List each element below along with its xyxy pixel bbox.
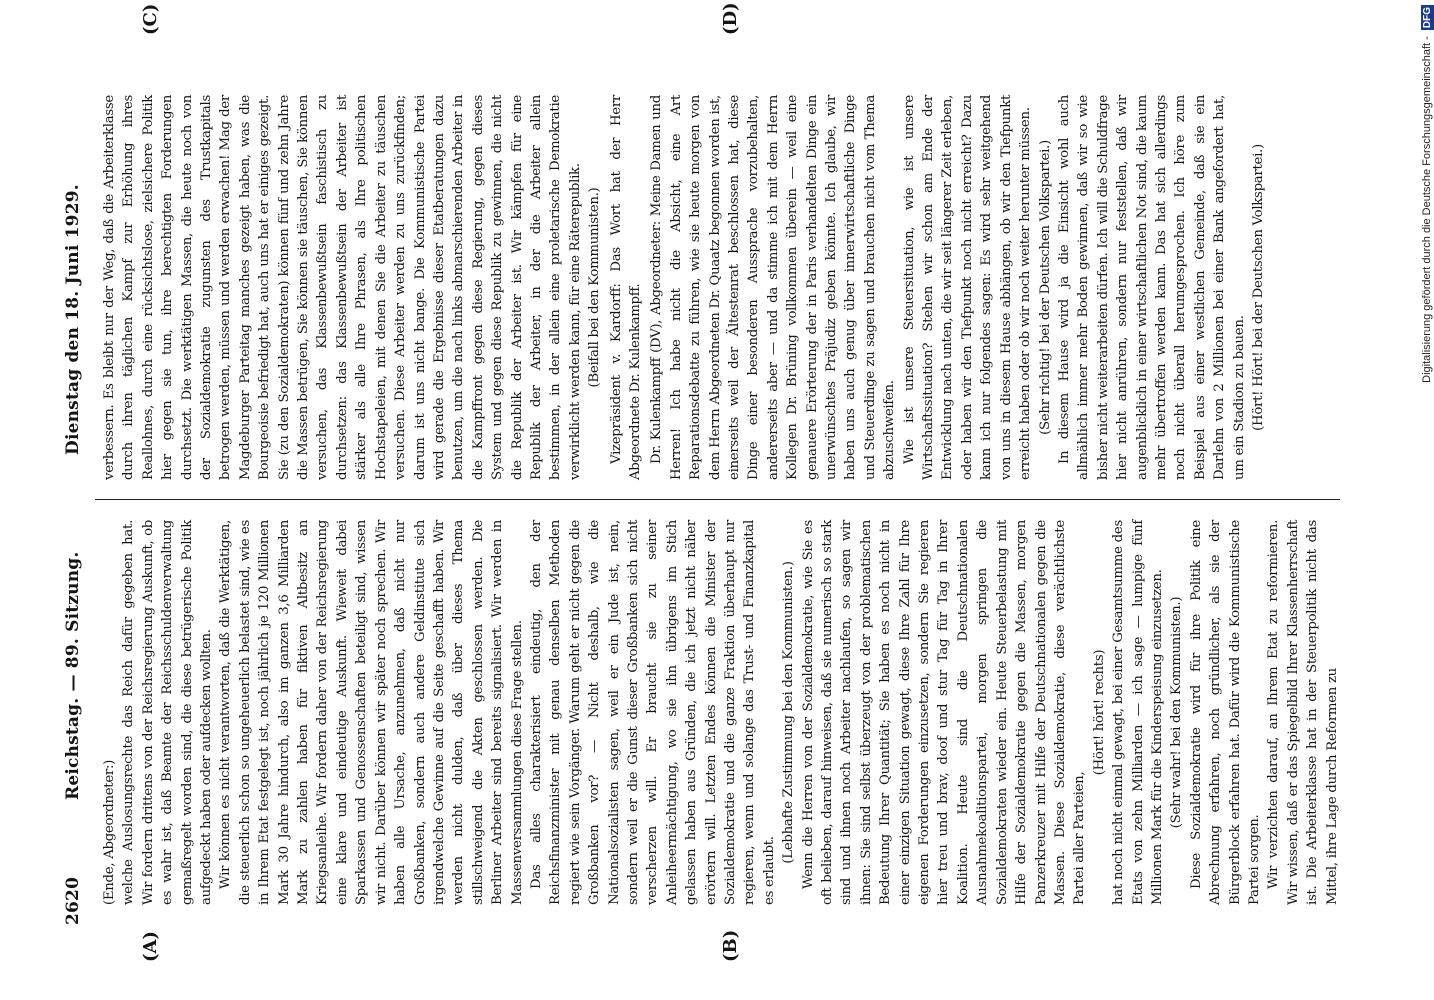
paragraph: welche Auslosungsrechte das Reich dafür gegeben hat. Wir fordern drittens von der Reichsregierung Auskunft, ob es wahr ist, daß Beamte der Reichsschuldenverwaltung gemaßregelt worden sind, die diese betrügerische Politik aufgedeckt haben oder aufdecken wollten. (121, 520, 215, 905)
left-column (100, 520, 1340, 905)
interjection: (Hört! hört! rechts) (1091, 649, 1107, 776)
column-divider (95, 499, 1340, 500)
paragraph: Diese Sozialdemokratie wird für ihre Politik eine Abrechnung erfahren, noch gründlicher, als sie der Bürgerblock erfahren hat. Dafür wird die Kommunistische Partei sorgen. (1188, 520, 1262, 905)
paragraph: In diesem Hause wird ja die Einsicht wohl auch allmählich immer mehr Boden gewinnen, daß wir so wie bisher nicht weiterarbeiten dürfen. Ich will die Schuldfrage hier nicht anrühren, sondern nur feststellen, daß wir augenblicklich in einer wirtschaftlichen Not sind, die kaum mehr übertroffen werden kann. Das hat sich allerdings noch nicht überall herumgesprochen. Ich höre zum Beispiel aus einer westlichen Gemeinde, daß sie ein Darlehn von 2 Millionen bei einer Bank angefordert hat, um ein Stadion zu bauen. (1056, 95, 1247, 480)
paragraph: verbessern. Es bleibt nur der Weg, daß die Arbeiterklasse durch ihren täglichen Kampf zur Erhöhung ihres Reallohnes, durch eine rücksichtslose, zielsichere Politik hier gegen sie tun, ihre berechtigten Forderungen durchsetzt. Die werktätigen Massen, die heute noch von der Sozialdemokratie zugunsten des Trustkapitals betrogen werden, müssen und werden erwachen! Mag der Magdeburger Parteitag manches gezeigt haben, was die Bourgeoisie befriedigt hat, auch uns hat er einiges gezeigt. Sie (zu den Sozialdemokraten) können fünf und zehn Jahre die Massen betrügen, Sie können sie täuschen, Sie können versuchen, das Klassenbewußtsein faschistisch zu durchsetzen: das Klassenbewußtsein der Arbeiter ist stärker als alle Ihre Phrasen, als Ihre politischen Hochstapeleien, mit denen Sie die Arbeiter zu täuschen versuchen. Diese Arbeiter werden zu uns zurückfinden; darum ist uns nicht bange. Die Kommunistische Partei wird gerade die Ergebnisse dieser Etatberatungen dazu benutzen, um die nach links abmarschierenden Arbeiter in die Kampffront gegen diese Regierung, gegen dieses System und gegen diese Republik zu gewinnen, die nicht die Republik der Arbeiter ist. Wir kämpfen für eine Republik der Arbeiter, in der die Arbeiter allein bestimmen, in der allein eine proletarische Demokratie verwirklicht werden kann, für eine Räterepublik. (102, 95, 583, 480)
header-date: Dienstag den 18. Juni 1929. (63, 184, 83, 455)
credit-text: Digitalisierung gefördert durch die Deutsche Forschungsgemeinschaft - (1421, 36, 1433, 383)
paragraph: Wenn die Herren von der Sozialdemokratie, wie Sie es oft belieben, darauf hinweisen, daß sie numerisch so stark sind und ihnen noch Arbeiter nachlaufen, so sagen wir ihnen: Sie sind selbst überzeugt von der problematischen Bedeutung Ihrer Quantität; Sie haben es noch nicht in einer einzigen Situation gewagt, diese Ihre Zahl für Ihre eigenen Forderungen einzusetzen, sondern Sie regieren hier treu und brav, doof und stur Tag für Tag in Ihrer Koalition. Heute sind die Deutschnationalen Ausnahmekoalitionspartei, morgen springen die Sozialdemokraten wieder ein. Heute Steuerbelastung mit Hilfe der Sozialdemokratie gegen die Massen, morgen Panzerkreuzer mit Hilfe der Deutschnationalen gegen die Massen. Diese Sozialdemokratie, diese verächtlichste Partei aller Parteien, (800, 520, 1088, 905)
right-column (100, 95, 1340, 480)
speaker-paragraph: Vizepräsident v. Kardorff: Das Wort hat der Herr Abgeordnete Dr. Kulenkampff. (608, 95, 643, 480)
margin-marker-b: (B) (720, 929, 741, 962)
page-header (55, 0, 95, 1000)
speaker-paragraph: Dr. Kulenkampff (DV), Abgeordneter: Meine Damen und Herren! Ich habe nicht die Absicht, eine Art Reparationsdebatte zu führen, wie sie heute morgen von dem Herrn Abgeordneten Dr. Quaatz begonnen worden ist, einerseits weil der Ältestenrat beschlossen hat, diese Dinge einer besonderen Aussprache vorzubehalten, andererseits aber — und da stimme ich mit dem Herrn Kollegen Dr. Brüning vollkommen überein — weil eine genauere Erörterung der in Paris verhandelten Dinge ein unerwünschtes Präjudiz geben könnte. Ich glaube, wir haben uns auch genug über innerwirtschaftliche Dinge und Steuerdinge zu sagen und brauchen nicht vom Thema abzuschweifen. (649, 95, 898, 480)
dfg-logo: DFG (1422, 7, 1433, 29)
speaker-continuation: (Ende, Abgeordneter:) (102, 759, 117, 905)
paragraph: Wie ist unsere Steuersituation, wie ist unsere Wirtschaftssituation? Stehen wir schon am Ende der Entwicklung nach unten, die wir seit längerer Zeit erleben, oder haben wir den Tiefpunkt noch nicht erreicht? Dazu kann ich nur folgendes sagen: Es wird sehr weitgehend von uns in diesem Hause abhängen, ob wir den Tiefpunkt erreicht haben oder ob wir noch weiter herunter müssen. (901, 95, 1034, 480)
interjection: (Hört! Hört! bei der Deutschen Volkspartei.) (1250, 144, 1266, 431)
paragraph: hat noch nicht einmal gewagt, bei einer Gesamtsumme des Etats von zehn Milliarden — ich sage — lumpige fünf Millionen Mark für die Kinderspeisung einzusetzen. (1111, 520, 1165, 905)
interjection: (Sehr wahr! bei den Kommunisten.) (1169, 596, 1185, 829)
digitization-credit (1418, 5, 1434, 995)
paragraph: Das alles charakterisiert eindeutig, den der Reichsfinanzminister mit genau denselben Methoden regiert wie sein Vorgänger. Warum geht er nicht gegen die Großbanken vor? — Nicht deshalb, wie die Nationalsozialisten sagen, weil er ein Jude ist, nein, sondern weil er die Gunst dieser Großbanken sich nicht verscherzen will. Er braucht sie zu seiner Anleiheermächtigung, wo sie ihn übrigens im Stich gelassen haben aus Gründen, die ich jetzt nicht näher erörtern will. Letzten Endes können die Minister der Sozialdemokratie und die ganze Fraktion überhaupt nur regieren, wenn und solange das Trust- und Finanzkapital es erlaubt. (528, 520, 777, 905)
interjection: (Beifall bei den Kommunisten.) (587, 187, 603, 388)
interjection: (Sehr richtig! bei der Deutschen Volkspartei.) (1037, 140, 1053, 435)
interjection: (Lebhafte Zustimmung bei den Kommunisten.) (781, 561, 797, 864)
header-session-title: Reichstag. — 89. Sitzung. (63, 551, 83, 800)
paragraph: Wir verzichten darauf, an Ihrem Etat zu reformieren. Wir wissen, daß er das Spiegelbild Ihrer Klassenherrschaft ist. Die Arbeiterklasse hat in der Steuerpolitik nicht das Mittel, ihre Lage durch Reformen zu (1266, 520, 1340, 905)
margin-marker-c: (C) (140, 3, 161, 35)
paragraph: Wir können es nicht verantworten, daß die Werktätigen, die steuerlich schon so ungeheuerlich belastet sind, wie es in Ihrem Etat festgelegt ist, noch jährlich je 120 Millionen Mark 30 Jahre hindurch, also im ganzen 3,6 Milliarden Mark zu zahlen haben für fiktiven Altbesitz an Kriegsanleihe. Wir fordern daher von der Reichsregierung eine klare und eindeutige Auskunft. Wieweit dabei Sparkassen und Genossenschaften beteiligt sind, wissen wir nicht. Darüber können wir später noch sprechen. Wir haben alle Ursache, anzunehmen, daß nicht nur Großbanken, sondern auch andere Geldinstitute sich irgendwelche Gewinne auf die Seite geschafft haben. Wir werden nicht dulden, daß über dieses Thema stillschweigend die Akten geschlossen werden. Die Berliner Arbeiter sind bereits signalisiert. Wir werden in Massenversammlungen diese Frage stellen. (218, 520, 525, 905)
page-number: 2620 (63, 876, 83, 925)
margin-marker-d: (D) (720, 2, 741, 35)
margin-marker-a: (A) (140, 931, 161, 962)
